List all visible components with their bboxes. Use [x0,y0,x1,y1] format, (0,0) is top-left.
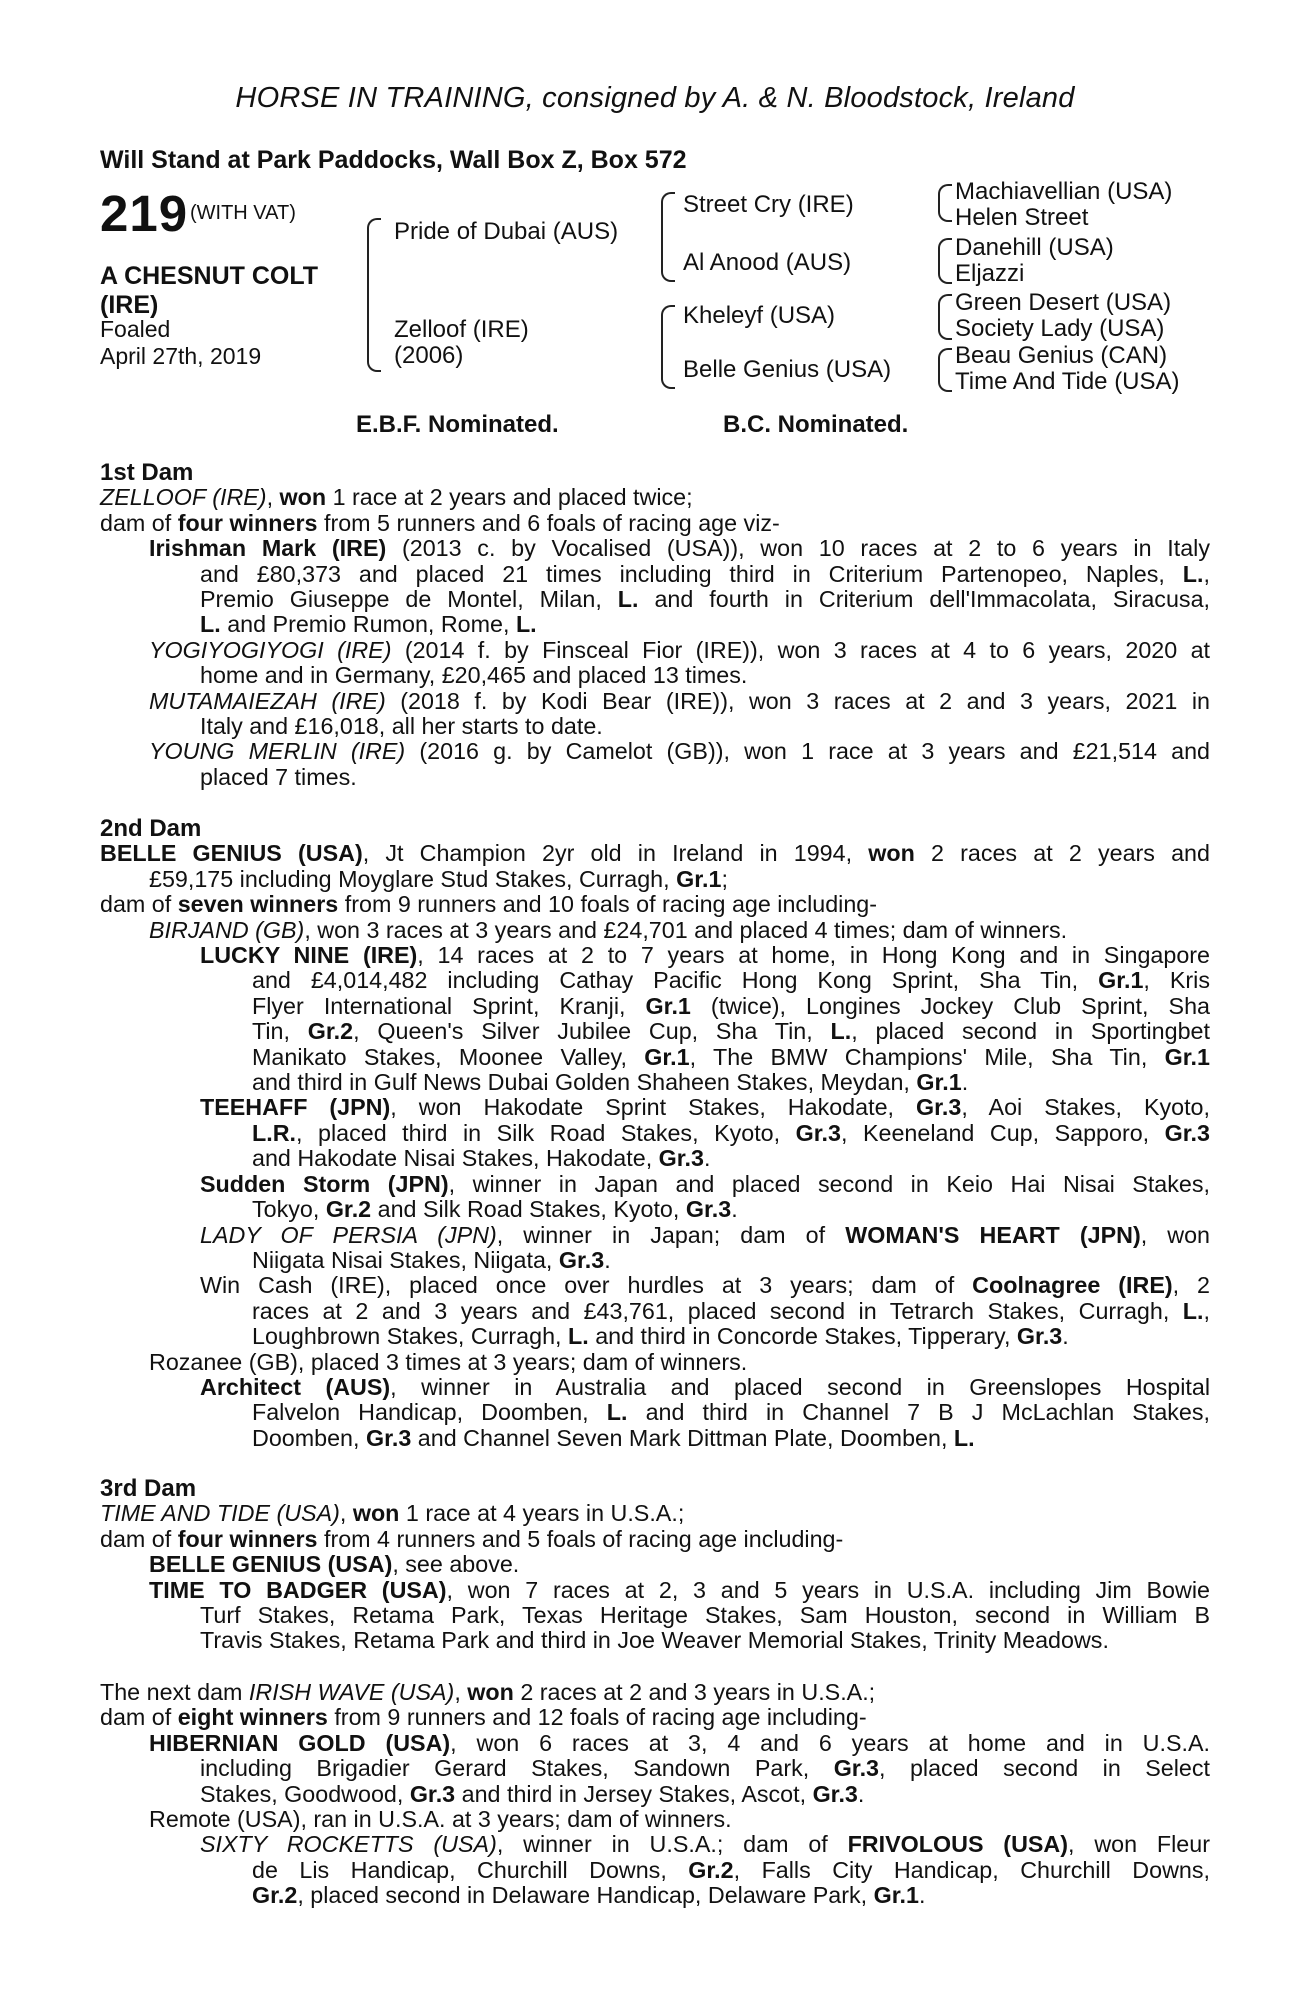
second-dam-line: Win Cash (IRE), placed once over hurdles at 3 years; dam of Coolnagree (IRE), 2 [200,1272,1211,1299]
foaled-label: Foaled [100,316,171,342]
pedigree-brace-sire [661,192,675,282]
pedigree-sss: Machiavellian (USA) [955,178,1173,205]
first-dam-section [100,460,1210,790]
next-dam-section [100,1680,1210,1909]
second-dam-line: Falvelon Handicap, Doomben, L. and third in Channel 7 B J McLachlan Stakes, [252,1399,1211,1426]
pedigree-sds: Danehill (USA) [955,234,1114,261]
stand-location: Will Stand at Park Paddocks, Wall Box Z, Box 572 [100,146,687,174]
foaled-info [100,316,261,370]
first-dam-line: and £80,373 and placed 21 times including third in Criterium Partenopeo, Naples, L., [200,560,1210,587]
third-dam-line: Travis Stakes, Retama Park and third in Joe Weaver Memorial Stakes, Trinity Meadows. [200,1627,1109,1654]
horse-description-line1: A CHESNUT COLT [100,262,319,290]
third-dam-section [100,1476,1210,1654]
first-dam-line: L. and Premio Rumon, Rome, L. [200,611,537,638]
first-dam-line: YOGIYOGIYOGI (IRE) (2014 f. by Finsceal Fior (IRE)), won 3 races at 4 to 6 years, 2020 at [149,636,1210,663]
bc-nomination: B.C. Nominated. [723,411,909,438]
next-dam-line: Remote (USA), ran in U.S.A. at 3 years; dam of winners. [149,1806,732,1833]
second-dam-line: Manikato Stakes, Moonee Valley, Gr.1, The BMW Champions' Mile, Sha Tin, Gr.1 [252,1043,1210,1070]
page-title: HORSE IN TRAINING, consigned by A. & N. Bloodstock, Ireland [235,82,1075,114]
next-dam-line: Gr.2, placed second in Delaware Handicap, Delaware Park, Gr.1. [252,1882,926,1909]
pedigree-sire-sire: Street Cry (IRE) [683,191,854,218]
pedigree-brace-dam [661,305,675,389]
second-dam-line: LUCKY NINE (IRE), 14 races at 2 to 7 years at home, in Hong Kong and in Singapore [200,942,1210,969]
ebf-nomination: E.B.F. Nominated. [356,411,559,438]
second-dam-line: Doomben, Gr.3 and Channel Seven Mark Dittman Plate, Doomben, L. [252,1424,975,1451]
second-dam-line: Flyer International Sprint, Kranji, Gr.1 (twice), Longines Jockey Club Sprint, Sha [252,992,1211,1019]
second-dam-line: Niigata Nisai Stakes, Niigata, Gr.3. [252,1246,611,1273]
third-dam-line: TIME AND TIDE (USA), won 1 race at 4 years in U.S.A.; [100,1500,685,1527]
first-dam-line: dam of four winners from 5 runners and 6 foals of racing age viz- [100,509,780,536]
second-dam-line: and £4,014,482 including Cathay Pacific Hong Kong Sprint, Sha Tin, Gr.1, Kris [252,967,1210,994]
second-dam-line: Tin, Gr.2, Queen's Silver Jubilee Cup, Sha Tin, L., placed second in Sportingbet [252,1018,1210,1045]
pedigree-sire-dam: Al Anood (AUS) [683,249,852,276]
pedigree-brace-ds [938,294,952,340]
second-dam-heading: 2nd Dam [100,815,202,842]
first-dam-line: placed 7 times. [200,763,357,790]
pedigree-dam-dam: Belle Genius (USA) [683,356,892,383]
second-dam-line: Tokyo, Gr.2 and Silk Road Stakes, Kyoto, Gr.3. [252,1196,738,1223]
second-dam-line: LADY OF PERSIA (JPN), winner in Japan; dam of WOMAN'S HEART (JPN), won [200,1221,1210,1248]
second-dam-line: Loughbrown Stakes, Curragh, L. and third in Concorde Stakes, Tipperary, Gr.3. [252,1323,1069,1350]
next-dam-line: dam of eight winners from 9 runners and 12 foals of racing age including- [100,1704,867,1731]
second-dam-line: races at 2 and 3 years and £43,761, placed second in Tetrarch Stakes, Curragh, L., [252,1297,1210,1324]
third-dam-heading: 3rd Dam [100,1475,197,1502]
first-dam-line: Irishman Mark (IRE) (2013 c. by Vocalised (USA)), won 10 races at 2 to 6 years in Italy [149,535,1210,562]
second-dam-line: L.R., placed third in Silk Road Stakes, Kyoto, Gr.3, Keeneland Cup, Sapporo, Gr.3 [252,1119,1210,1146]
pedigree-dsd: Society Lady (USA) [955,315,1165,342]
pedigree-ssd: Helen Street [955,204,1089,231]
next-dam-line: SIXTY ROCKETTS (USA), winner in U.S.A.; dam of FRIVOLOUS (USA), won Fleur [200,1831,1210,1858]
first-dam-line: Premio Giuseppe de Montel, Milan, L. and fourth in Criterium dell'Immacolata, Siracusa, [200,586,1210,613]
next-dam-line: Stakes, Goodwood, Gr.3 and third in Jersey Stakes, Ascot, Gr.3. [200,1780,865,1807]
third-dam-line: dam of four winners from 4 runners and 5 foals of racing age including- [100,1525,844,1552]
second-dam-line: Architect (AUS), winner in Australia and placed second in Greenslopes Hospital [200,1373,1210,1400]
pedigree-brace-ss [938,184,952,222]
second-dam-line: Sudden Storm (JPN), winner in Japan and placed second in Keio Hai Nisai Stakes, [200,1170,1210,1197]
third-dam-line: BELLE GENIUS (USA), see above. [149,1551,520,1578]
horse-description-line2: (IRE) [100,291,159,319]
third-dam-line: Turf Stakes, Retama Park, Texas Heritage Stakes, Sam Houston, second in William B [200,1602,1210,1629]
first-dam-line: MUTAMAIEZAH (IRE) (2018 f. by Kodi Bear (IRE)), won 3 races at 2 and 3 years, 2021 in [149,687,1210,714]
second-dam-line: £59,175 including Moyglare Stud Stakes, Curragh, Gr.1; [149,865,728,892]
pedigree-ddd: Time And Tide (USA) [955,368,1180,395]
first-dam-line: YOUNG MERLIN (IRE) (2016 g. by Camelot (GB)), won 1 race at 3 years and £21,514 and [149,738,1211,765]
pedigree-brace-dd [938,348,952,392]
lot-number: 219 [100,185,189,242]
pedigree-sdd: Eljazzi [955,260,1025,287]
next-dam-line: The next dam IRISH WAVE (USA), won 2 races at 2 and 3 years in U.S.A.; [100,1679,876,1705]
first-dam-heading: 1st Dam [100,459,194,486]
next-dam-line: including Brigadier Gerard Stakes, Sandown Park, Gr.3, placed second in Select [200,1755,1210,1782]
pedigree-dam-sire: Kheleyf (USA) [683,302,836,329]
next-dam-line: HIBERNIAN GOLD (USA), won 6 races at 3, 4 and 6 years at home and in U.S.A. [149,1729,1210,1756]
second-dam-line: Rozanee (GB), placed 3 times at 3 years; dam of winners. [149,1348,748,1375]
foaled-date: April 27th, 2019 [100,343,262,369]
pedigree-dam: Zelloof (IRE) [394,316,529,343]
pedigree-brace-sd [938,238,952,284]
second-dam-line: TEEHAFF (JPN), won Hakodate Sprint Stakes, Hakodate, Gr.3, Aoi Stakes, Kyoto, [200,1094,1210,1121]
second-dam-section [100,816,1210,1451]
second-dam-line: and third in Gulf News Dubai Golden Shaheen Stakes, Meydan, Gr.1. [252,1069,969,1096]
first-dam-line: ZELLOOF (IRE), won 1 race at 2 years and placed twice; [100,484,693,511]
horse-description [100,262,360,320]
pedigree-dds: Beau Genius (CAN) [955,342,1168,369]
first-dam-line: Italy and £16,018, all her starts to date. [200,713,603,740]
pedigree-dss: Green Desert (USA) [955,289,1172,316]
second-dam-line: and Hakodate Nisai Stakes, Hakodate, Gr.3. [252,1145,711,1172]
pedigree-sire: Pride of Dubai (AUS) [394,218,619,245]
third-dam-line: TIME TO BADGER (USA), won 7 races at 2, 3 and 5 years in U.S.A. including Jim Bowie [149,1576,1210,1603]
first-dam-line: home and in Germany, £20,465 and placed 13 times. [200,662,748,689]
pedigree-dam-year: (2006) [394,342,464,369]
next-dam-line: de Lis Handicap, Churchill Downs, Gr.2, Falls City Handicap, Churchill Downs, [252,1856,1210,1883]
pedigree-brace-main [367,218,381,372]
vat-label: (WITH VAT) [190,202,296,224]
second-dam-line: BIRJAND (GB), won 3 races at 3 years and £24,701 and placed 4 times; dam of winners. [149,916,1068,943]
second-dam-line: BELLE GENIUS (USA), Jt Champion 2yr old in Ireland in 1994, won 2 races at 2 years and [100,840,1210,867]
second-dam-line: dam of seven winners from 9 runners and 10 foals of racing age including- [100,891,878,918]
